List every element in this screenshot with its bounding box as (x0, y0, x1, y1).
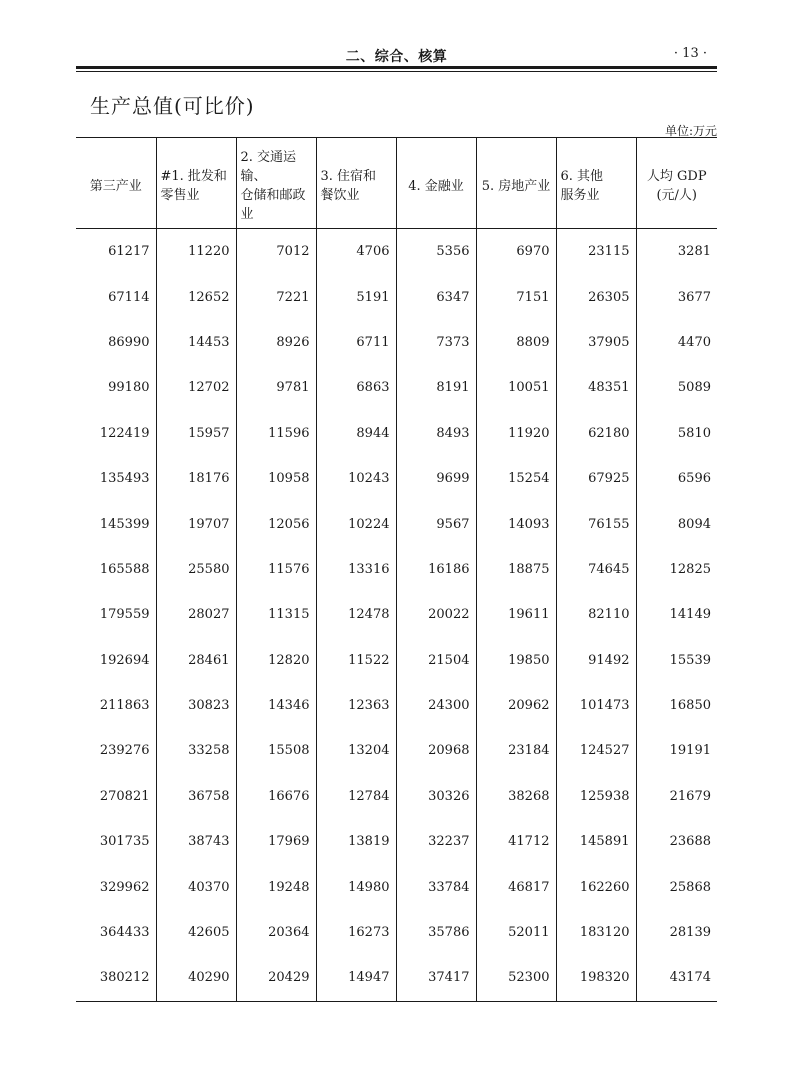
table-row (76, 864, 717, 909)
table-cell: 30326 (396, 774, 476, 819)
table-row (76, 501, 717, 546)
table-cell: 122419 (99, 425, 150, 441)
table-cell: 36758 (156, 774, 236, 819)
section-title: 二、综合、核算 (345, 49, 448, 65)
table-cell: 11315 (236, 592, 316, 637)
table-cell: 74645 (556, 547, 636, 592)
table-cell: 5089 (636, 365, 717, 410)
table-cell: 19248 (236, 864, 316, 909)
table-cell: 270821 (99, 788, 150, 804)
header-rule-thin (76, 71, 717, 72)
table-cell: 145399 (99, 516, 150, 532)
table-cell: 25868 (636, 864, 717, 909)
table-cell: 17969 (236, 819, 316, 864)
table-cell: 165588 (99, 561, 150, 577)
table-cell: 16676 (236, 774, 316, 819)
table-cell: 18875 (476, 547, 556, 592)
table-cell: 33784 (396, 864, 476, 909)
table-cell: 301735 (99, 834, 150, 850)
table-row (76, 638, 717, 683)
table-cell: 20962 (476, 683, 556, 728)
table-row (76, 683, 717, 728)
table-header (76, 138, 717, 229)
table-cell: 12363 (316, 683, 396, 728)
table-cell: 15957 (156, 411, 236, 456)
table-cell: 7012 (236, 229, 316, 275)
table-cell: 28461 (156, 638, 236, 683)
table-cell: 14453 (156, 320, 236, 365)
table-cell: 25580 (156, 547, 236, 592)
table-cell: 135493 (99, 471, 150, 487)
table-cell: 15539 (636, 638, 717, 683)
table-cell: 6970 (476, 229, 556, 275)
table-cell: 12702 (156, 365, 236, 410)
table-cell: 91492 (556, 638, 636, 683)
table-cell: 12056 (236, 501, 316, 546)
table-cell: 179559 (99, 607, 150, 623)
table-cell: 9781 (236, 365, 316, 410)
table-cell: 13204 (316, 728, 396, 773)
table-cell: 364433 (99, 925, 150, 941)
column-header-1: #1. 批发和 零售业 (156, 138, 236, 229)
table-cell: 6596 (636, 456, 717, 501)
data-table-container (76, 137, 717, 1002)
column-header-4: 4. 金融业 (396, 138, 476, 229)
column-header-0: 第三产业 (89, 178, 142, 194)
table-row (76, 728, 717, 773)
table-row (76, 774, 717, 819)
page-title: 生产总值(可比价) (90, 94, 255, 118)
table-cell: 21504 (396, 638, 476, 683)
table-cell: 24300 (396, 683, 476, 728)
column-header-2: 2. 交通运输、 仓储和邮政业 (236, 138, 316, 229)
table-cell: 52300 (476, 955, 556, 1001)
table-cell: 20968 (396, 728, 476, 773)
table-cell: 8944 (316, 411, 396, 456)
table-row (76, 955, 717, 1001)
table-cell: 40370 (156, 864, 236, 909)
table-row (76, 274, 717, 319)
table-cell: 18176 (156, 456, 236, 501)
table-cell: 198320 (556, 955, 636, 1001)
table-cell: 6711 (316, 320, 396, 365)
table-cell: 239276 (99, 743, 150, 759)
unit-label: 单位:万元 (664, 124, 717, 138)
table-cell: 67114 (108, 289, 150, 305)
table-cell: 5810 (636, 411, 717, 456)
table-cell: 8493 (396, 411, 476, 456)
table-cell: 14346 (236, 683, 316, 728)
table-cell: 9699 (396, 456, 476, 501)
table-cell: 211863 (99, 698, 150, 714)
table-cell: 14149 (636, 592, 717, 637)
table-cell: 61217 (108, 244, 150, 260)
running-header (76, 44, 717, 66)
table-cell: 380212 (76, 955, 156, 1001)
table-cell: 11220 (156, 229, 236, 275)
table-cell: 183120 (556, 910, 636, 955)
column-header-5: 5. 房地产业 (476, 138, 556, 229)
table-cell: 7373 (396, 320, 476, 365)
table-cell: 82110 (556, 592, 636, 637)
table-cell: 11920 (476, 411, 556, 456)
table-cell: 16273 (316, 910, 396, 955)
table-cell: 19191 (636, 728, 717, 773)
table-cell: 145891 (556, 819, 636, 864)
table-cell: 23184 (476, 728, 556, 773)
table-row (76, 910, 717, 955)
table-cell: 12825 (636, 547, 717, 592)
table-cell: 38743 (156, 819, 236, 864)
table-cell: 10224 (316, 501, 396, 546)
table-cell: 86990 (108, 334, 150, 350)
table-cell: 12652 (156, 274, 236, 319)
table-cell: 37905 (556, 320, 636, 365)
table-cell: 6347 (396, 274, 476, 319)
table-cell: 14093 (476, 501, 556, 546)
table-cell: 42605 (156, 910, 236, 955)
table-body (76, 229, 717, 1002)
table-cell: 23115 (556, 229, 636, 275)
table-row (76, 819, 717, 864)
table-cell: 30823 (156, 683, 236, 728)
table-cell: 19611 (476, 592, 556, 637)
table-cell: 20364 (236, 910, 316, 955)
table-cell: 9567 (396, 501, 476, 546)
table-cell: 4706 (316, 229, 396, 275)
table-cell: 8191 (396, 365, 476, 410)
table-cell: 101473 (556, 683, 636, 728)
table-cell: 11596 (236, 411, 316, 456)
table-cell: 10243 (316, 456, 396, 501)
table-cell: 5191 (316, 274, 396, 319)
table-cell: 329962 (99, 879, 150, 895)
table-cell: 10051 (476, 365, 556, 410)
table-cell: 40290 (156, 955, 236, 1001)
table-cell: 52011 (476, 910, 556, 955)
table-cell: 7151 (476, 274, 556, 319)
page-number: · 13 · (673, 46, 707, 61)
table-row (76, 592, 717, 637)
table-cell: 48351 (556, 365, 636, 410)
table-cell: 28027 (156, 592, 236, 637)
table-cell: 3281 (636, 229, 717, 275)
column-header-3: 3. 住宿和 餐饮业 (316, 138, 396, 229)
table-cell: 11576 (236, 547, 316, 592)
table-row (76, 547, 717, 592)
table-cell: 3677 (636, 274, 717, 319)
table-cell: 13819 (316, 819, 396, 864)
table-cell: 7221 (236, 274, 316, 319)
table-cell: 20022 (396, 592, 476, 637)
table-cell: 23688 (636, 819, 717, 864)
table-cell: 43174 (636, 955, 717, 1001)
table-cell: 35786 (396, 910, 476, 955)
column-header-6: 6. 其他 服务业 (556, 138, 636, 229)
table-cell: 41712 (476, 819, 556, 864)
table-row (76, 411, 717, 456)
table-cell: 99180 (108, 380, 150, 396)
table-cell: 192694 (99, 652, 150, 668)
table-header-row (76, 138, 717, 229)
table-cell: 12784 (316, 774, 396, 819)
table-cell: 28139 (636, 910, 717, 955)
table-cell: 11522 (316, 638, 396, 683)
table-cell: 21679 (636, 774, 717, 819)
table-cell: 15508 (236, 728, 316, 773)
table-cell: 15254 (476, 456, 556, 501)
table-cell: 162260 (556, 864, 636, 909)
table-cell: 5356 (396, 229, 476, 275)
table-row (76, 365, 717, 410)
table-cell: 14980 (316, 864, 396, 909)
table-cell: 125938 (556, 774, 636, 819)
table-cell: 26305 (556, 274, 636, 319)
table-row (76, 229, 717, 275)
table-cell: 10958 (236, 456, 316, 501)
table-row (76, 320, 717, 365)
table-cell: 14947 (316, 955, 396, 1001)
table-cell: 19707 (156, 501, 236, 546)
table-cell: 32237 (396, 819, 476, 864)
table-cell: 8094 (636, 501, 717, 546)
table-cell: 6863 (316, 365, 396, 410)
table-cell: 62180 (556, 411, 636, 456)
table-cell: 20429 (236, 955, 316, 1001)
table-cell: 16186 (396, 547, 476, 592)
table-cell: 46817 (476, 864, 556, 909)
table-cell: 37417 (396, 955, 476, 1001)
table-cell: 67925 (556, 456, 636, 501)
table-cell: 8926 (236, 320, 316, 365)
table-cell: 16850 (636, 683, 717, 728)
table-cell: 124527 (556, 728, 636, 773)
table-cell: 33258 (156, 728, 236, 773)
table-cell: 13316 (316, 547, 396, 592)
table-cell: 8809 (476, 320, 556, 365)
column-header-7: 人均 GDP (元/人) (636, 138, 717, 229)
table-cell: 12820 (236, 638, 316, 683)
table-cell: 19850 (476, 638, 556, 683)
table-cell: 4470 (636, 320, 717, 365)
table-cell: 12478 (316, 592, 396, 637)
table-cell: 76155 (556, 501, 636, 546)
header-rule-thick (76, 66, 717, 69)
table-cell: 38268 (476, 774, 556, 819)
data-table (76, 137, 717, 1002)
table-row (76, 456, 717, 501)
